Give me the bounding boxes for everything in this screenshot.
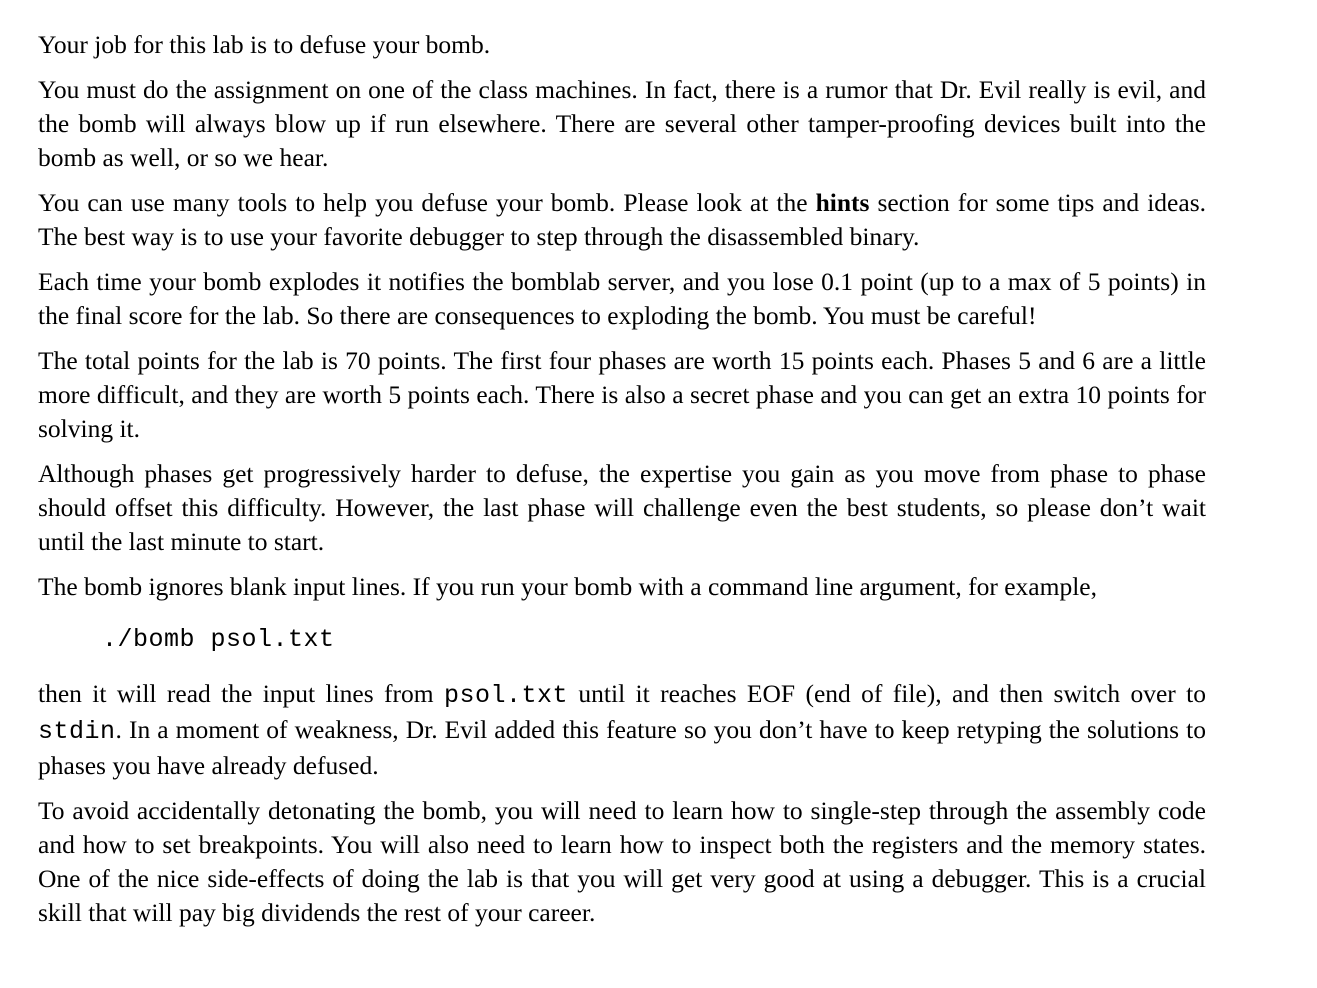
paragraph-input-file-text-c: . In a moment of weakness, Dr. Evil added this feature so you don’t have to keep retyping the solutions to phases you have already defused.	[38, 715, 1206, 780]
paragraph-intro: Your job for this lab is to defuse your bomb.	[38, 30, 491, 59]
paragraph-tools-text-b: section for some tips and ideas. The best way is to use your favorite debugger to step through the disassembled binary.	[38, 188, 1206, 251]
paragraph-input-file-text-a: then it will read the input lines from	[38, 679, 444, 708]
paragraph-class-machines: You must do the assignment on one of the class machines. In fact, there is a rumor that Dr. Evil really is evil, and the bomb will always blow up if run elsewhere. There are several other tamper-proofing devices built into the bomb as well, or so we hear.	[38, 75, 1206, 172]
command-example: ./bomb psol.txt	[102, 625, 335, 654]
paragraph-tools	[38, 186, 1206, 254]
paragraph-difficulty: Although phases get progressively harder to defuse, the expertise you gain as you move from phase to phase should offset this difficulty. However, the last phase will challenge even the best students, so please don’t wait until the last minute to start.	[38, 459, 1206, 556]
paragraph-explosions: Each time your bomb explodes it notifies the bomblab server, and you lose 0.1 point (up to a max of 5 points) in the final score for the lab. So there are consequences to exploding the bomb. You must be careful!	[38, 267, 1206, 330]
paragraph-blank-lines: The bomb ignores blank input lines. If you run your bomb with a command line argument, for example,	[38, 572, 1097, 601]
hints-keyword: hints	[815, 188, 870, 217]
paragraph-tools-text-a: You can use many tools to help you defuse your bomb. Please look at the	[38, 188, 816, 217]
stdin-code: stdin	[38, 717, 116, 746]
paragraph-points: The total points for the lab is 70 points. The first four phases are worth 15 points each. Phases 5 and 6 are a little more difficult, and they are worth 5 points each. There is also a secret phase and you can get an extra 10 points for solving it.	[38, 346, 1206, 443]
document-page	[38, 28, 1206, 941]
paragraph-input-file	[38, 677, 1206, 783]
filename-code: psol.txt	[444, 681, 569, 710]
paragraph-debugger: To avoid accidentally detonating the bomb, you will need to learn how to single-step through the assembly code and how to set breakpoints. You will also need to learn how to inspect both the registers and the memory states. One of the nice side-effects of doing the lab is that you will get very good at using a debugger. This is a crucial skill that will pay big dividends the rest of your career.	[38, 796, 1206, 927]
paragraph-input-file-text-b: until it reaches EOF (end of file), and then switch over to	[568, 679, 1207, 708]
